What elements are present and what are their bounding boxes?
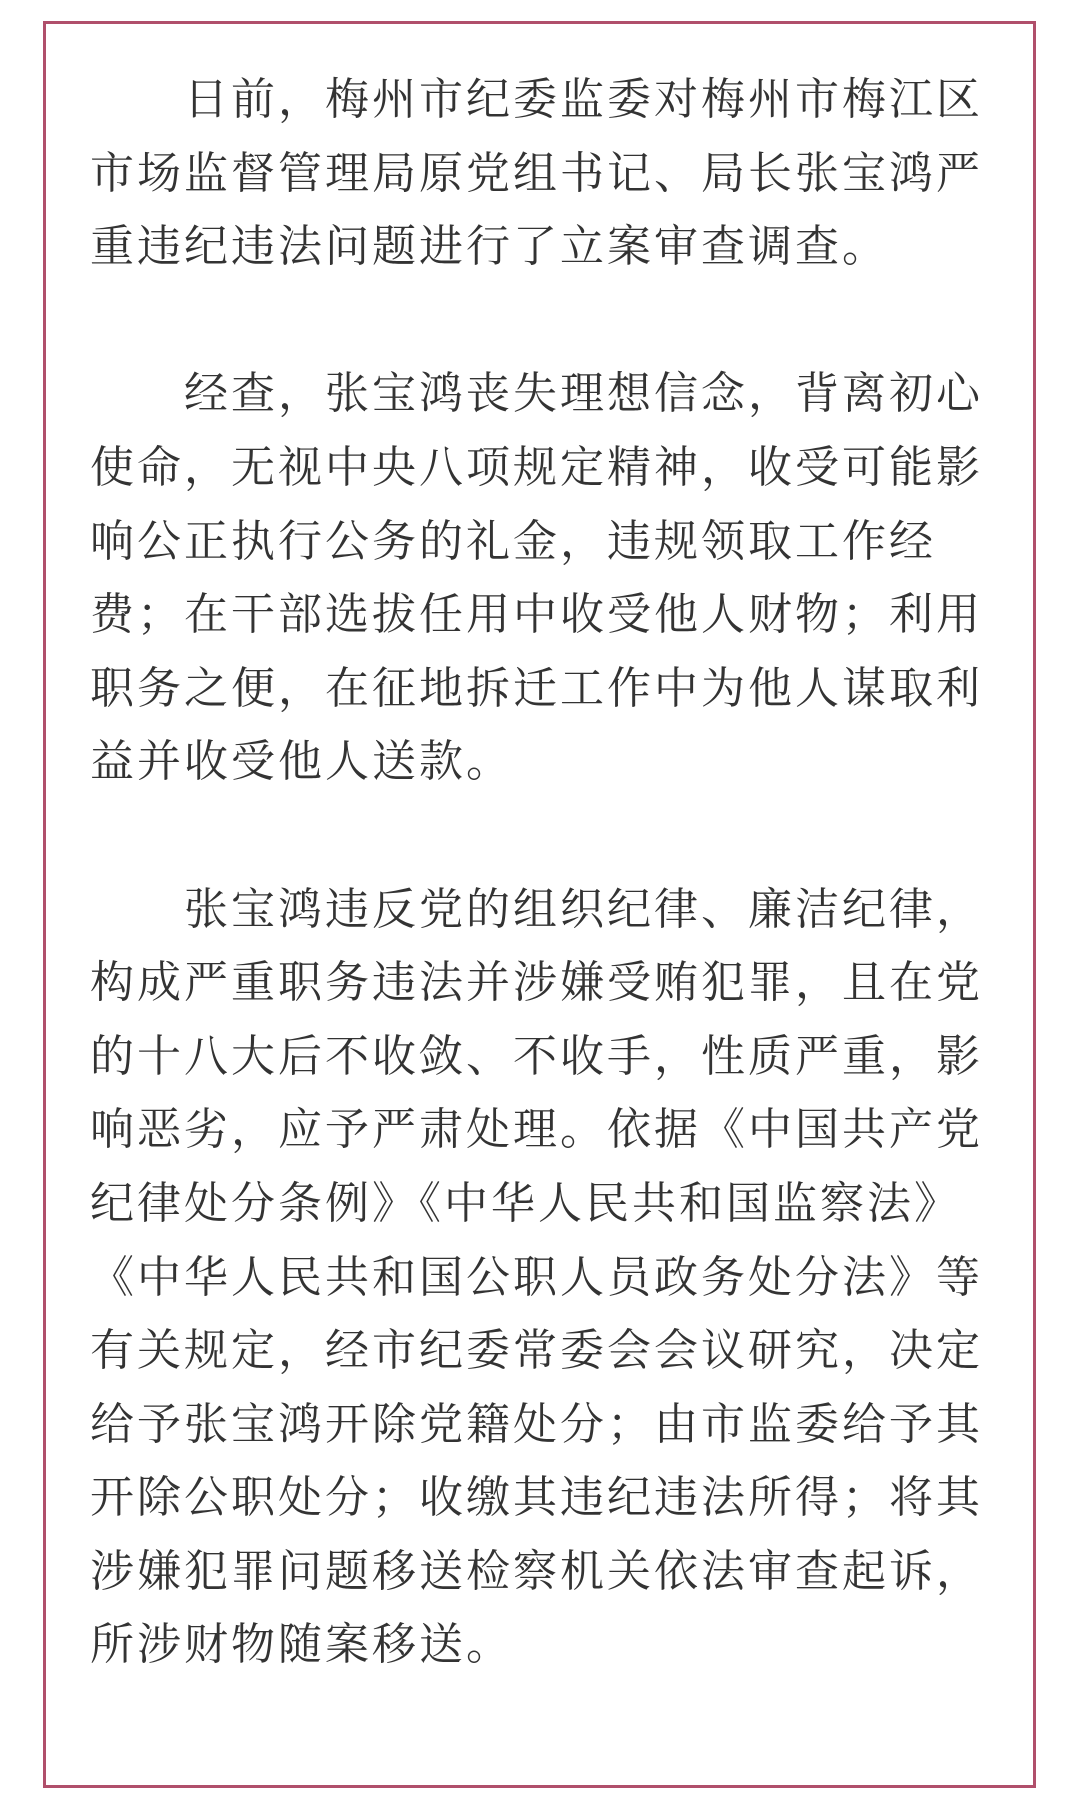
article-paragraph [90,357,1000,799]
paragraph-line: 纪律处分条例》《中华人民共和国监察法》 [90,1177,961,1229]
paragraph-line: 涉嫌犯罪问题移送检察机关依法审查起诉， [90,1545,983,1597]
paragraph-line: 职务之便，在征地拆迁工作中为他人谋取利 [90,662,983,714]
paragraph-line: 市场监督管理局原党组书记、局长张宝鸿严 [90,147,983,199]
paragraph-line: 给予张宝鸿开除党籍处分；由市监委给予其 [90,1398,983,1450]
paragraph-line: 经查，张宝鸿丧失理想信念，背离初心 [184,368,983,420]
paragraph-line: 重违纪违法问题进行了立案审查调查。 [90,221,889,273]
paragraph-line: 使命，无视中央八项规定精神，收受可能影 [90,441,983,493]
paragraph-line: 张宝鸿违反党的组织纪律、廉洁纪律， [184,883,983,935]
article-paragraph [90,873,1000,1683]
paragraph-line: 开除公职处分；收缴其违纪违法所得；将其 [90,1472,983,1524]
paragraph-line: 《中华人民共和国公职人员政务处分法》等 [90,1251,983,1303]
paragraph-line: 益并收受他人送款。 [90,736,513,788]
article-body [90,63,1000,1682]
paragraph-line: 有关规定，经市纪委常委会会议研究，决定 [90,1325,983,1377]
paragraph-line: 构成严重职务违法并涉嫌受贿犯罪，且在党 [90,957,983,1009]
paragraph-line: 响公正执行公务的礼金，违规领取工作经 [90,515,936,567]
paragraph-line: 的十八大后不收敛、不收手，性质严重，影 [90,1030,983,1082]
paragraph-line: 响恶劣，应予严肃处理。依据《中国共产党 [90,1104,983,1156]
article-paragraph [90,63,1000,284]
paragraph-line: 所涉财物随案移送。 [90,1619,513,1671]
paragraph-line: 费；在干部选拔任用中收受他人财物；利用 [90,589,983,641]
paragraph-line: 日前，梅州市纪委监委对梅州市梅江区 [184,74,983,125]
